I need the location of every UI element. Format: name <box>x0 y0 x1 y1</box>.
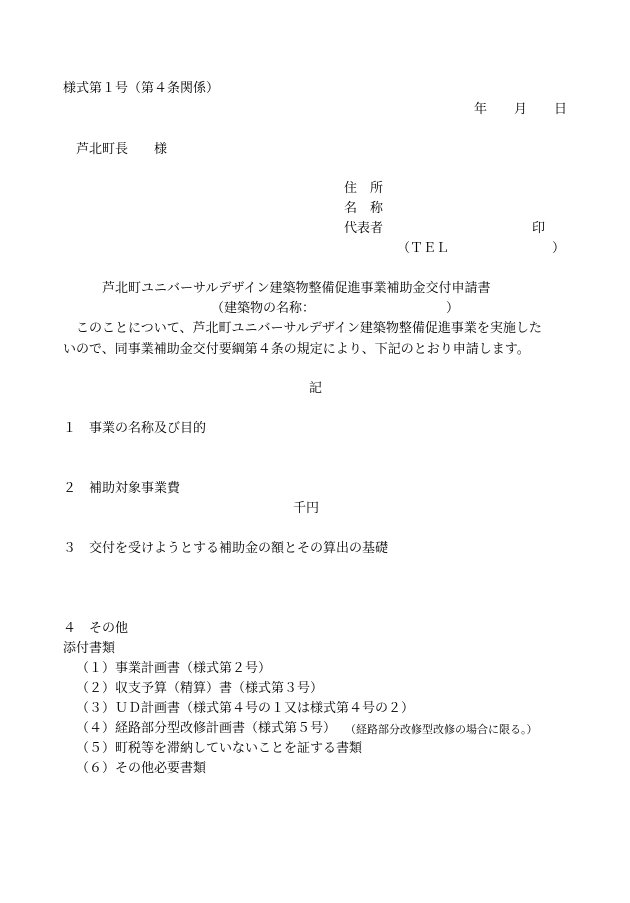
attachment-item-5: （５）町税等を滞納していないことを証する書類 <box>76 741 363 756</box>
body-line-1: このことについて、芦北町ユニバーサルデザイン建築物整備促進事業を実施した <box>76 321 542 336</box>
form-number: 様式第１号（第４条関係） <box>63 81 220 96</box>
section-3-heading: ３ 交付を受けようとする補助金の額とその算出の基礎 <box>63 541 389 556</box>
date-year: 年 <box>474 102 488 117</box>
section-2-unit: 千円 <box>293 501 320 516</box>
name-label: 名 称 <box>344 201 384 216</box>
addressee: 芦北町長 様 <box>76 142 168 157</box>
attachments-label: 添付書類 <box>63 641 116 656</box>
attachment-item-1: （１）事業計画書（様式第２号） <box>76 661 272 676</box>
section-4-heading: ４ その他 <box>63 621 129 636</box>
seal-mark: 印 <box>532 221 546 236</box>
attachment-item-2: （２）収支予算（精算）書（様式第３号） <box>76 681 324 696</box>
representative-label: 代表者 <box>344 221 384 236</box>
building-name-close: ） <box>446 301 460 316</box>
attachment-item-4-note: （経路部分改修型改修の場合に限る。） <box>345 723 538 736</box>
address-label: 住 所 <box>344 181 384 196</box>
body-line-2: いので、同事業補助金交付要綱第４条の規定により、下記のとおり申請します。 <box>63 342 530 357</box>
attachment-item-4: （４）経路部分型改修計画書（様式第５号） <box>76 721 337 736</box>
date-day: 日 <box>554 102 568 117</box>
attachment-item-3: （３）ＵＤ計画書（様式第４号の１又は様式第４号の２） <box>76 701 415 716</box>
date-month: 月 <box>514 102 528 117</box>
tel-close: ） <box>552 241 566 256</box>
section-2-heading: ２ 補助対象事業費 <box>63 481 181 496</box>
section-1-heading: １ 事業の名称及び目的 <box>63 421 207 436</box>
attachment-item-6: （６）その他必要書類 <box>76 761 207 776</box>
building-name-open: （建築物の名称： <box>211 301 316 316</box>
tel-open: （ＴＥＬ <box>397 241 450 256</box>
document-title: 芦北町ユニバーサルデザイン建築物整備促進事業補助金交付申請書 <box>102 281 491 296</box>
ki-label: 記 <box>309 381 323 396</box>
